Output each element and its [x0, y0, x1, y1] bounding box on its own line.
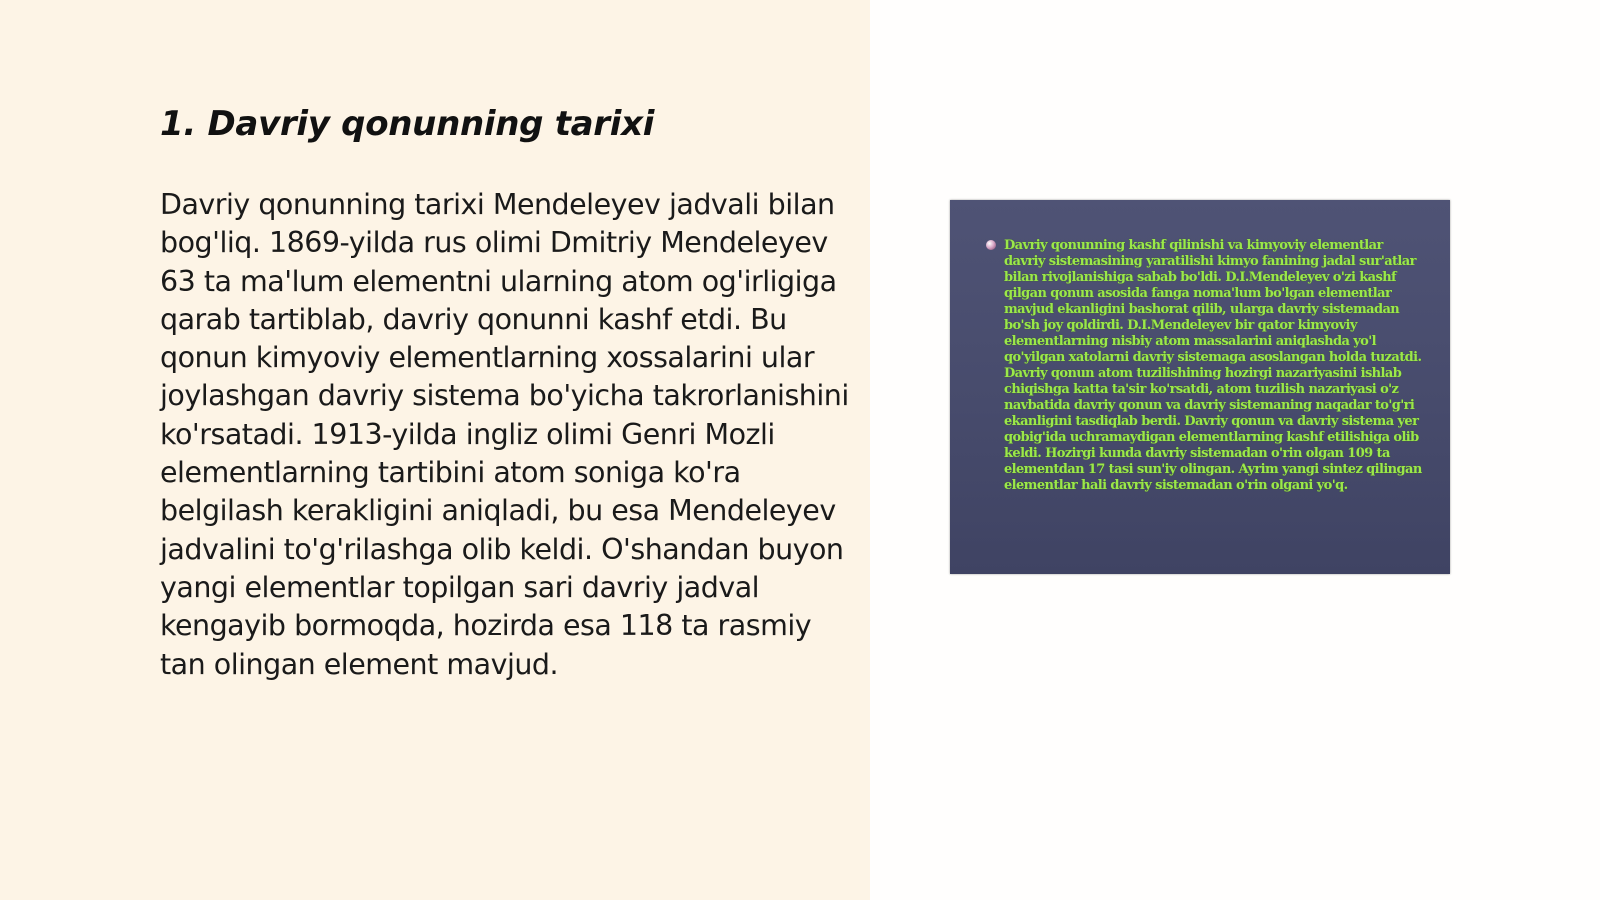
- slide-title: 1. Davriy qonunning tarixi: [160, 104, 655, 144]
- slide-body-text: Davriy qonunning tarixi Mendeleyev jadvali bilan bog'liq. 1869-yilda rus olimi Dmitriy Mendeleyev 63 ta ma'lum elementni ularning atom og'irligiga qarab tartiblab, davriy qonunni kashf etdi. Bu qonun kimyoviy elementlarning xossalarini ular joylashgan davriy sistema bo'yicha takrorlanishini ko'rsatadi. 1913-yilda ingliz olimi Genri Mozli elementlarning tartibini atom soniga ko'ra belgilash kerakligini aniqladi, bu esa Mendeleyev jadvalini to'g'rilashga olib keldi. O'shandan buyon yangi elementlar topilgan sari davriy jadval kengayib bormoqda, hozirda esa 118 ta rasmiy tan olingan element mavjud.: [160, 188, 849, 681]
- embedded-image-text: Davriy qonunning kashf qilinishi va kimyoviy elementlar davriy sistemasining yaratilishi kimyo fanining jadal sur'atlar bilan rivojlanishiga sabab bo'ldi. D.I.Mendeleyev o'zi kashf qilgan qonun asosida fanga noma'lum bo'lgan elementlar mavjud ekanligini bashorat qilib, ularga davriy sistemadan bo'sh joy qoldirdi. D.I.Mendeleyev bir qator kimyoviy elementlarning nisbiy atom massalarini aniqlashda yo'l qo'yilgan xatolarni davriy sistemaga asoslangan holda tuzatdi. Davriy qonun atom tuzilishining hozirgi nazariyasini ishlab chiqishga katta ta'sir ko'rsatdi, atom tuzilish nazariyasi o'z navbatida davriy qonun va davriy sistemaning naqadar to'g'ri ekanligini tasdiqlab berdi. Davriy qonun va davriy sistema yer qobig'ida uchramaydigan elementlarning kashf etilishiga olib keldi. Hozirgi kunda davriy sistemadan o'rin olgan 109 ta elementdan 17 tasi sun'iy olingan. Ayrim yangi sintez qilingan elementlar hali davriy sistemadan o'rin olgani yo'q.: [1004, 238, 1422, 493]
- embedded-slide-image: [950, 200, 1450, 574]
- bullet-orb-icon: [986, 240, 996, 250]
